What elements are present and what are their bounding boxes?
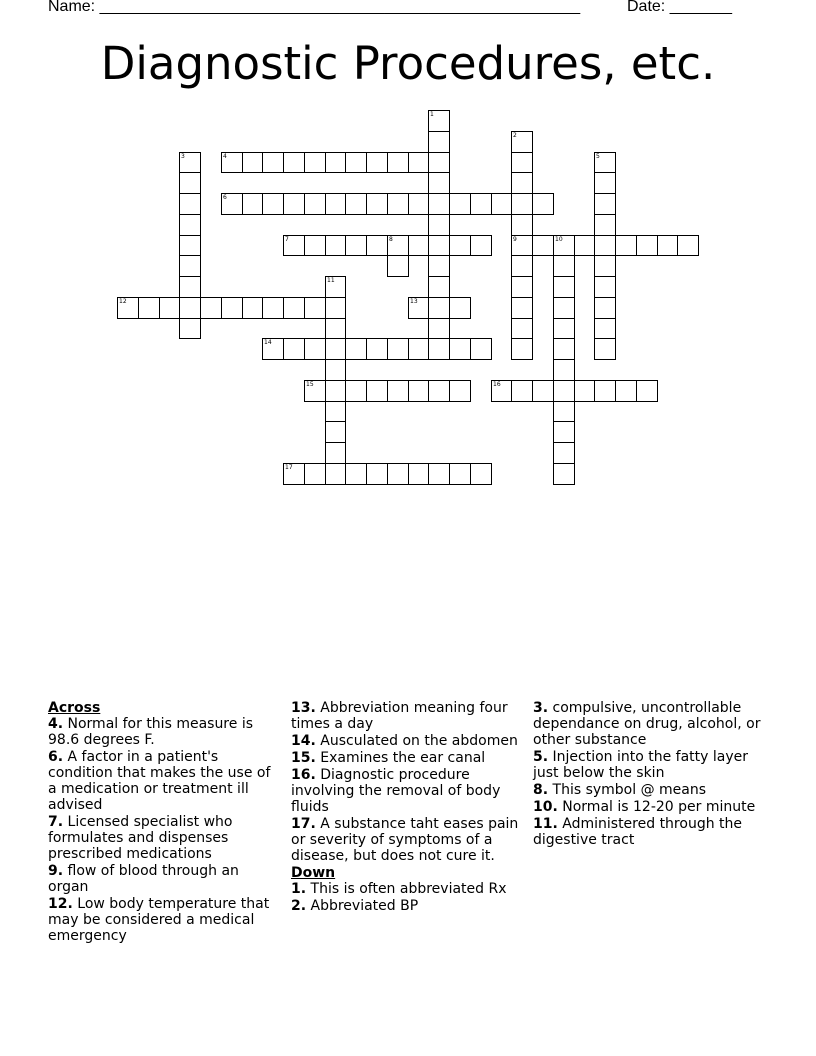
crossword-cell[interactable] (242, 152, 263, 173)
crossword-cell[interactable] (345, 152, 367, 173)
crossword-cell[interactable] (594, 214, 616, 236)
crossword-cell[interactable] (304, 235, 326, 256)
clue-text: Normal is 12-20 per minute (557, 799, 756, 815)
cell-number: 14 (264, 339, 272, 346)
crossword-cell[interactable] (138, 297, 160, 319)
crossword-cell[interactable] (325, 442, 346, 464)
crossword-cell[interactable] (325, 318, 346, 339)
crossword-cell[interactable] (428, 172, 450, 194)
clue-number: 8. (533, 782, 549, 798)
cell-number: 11 (327, 277, 335, 284)
crossword-cell[interactable] (553, 421, 575, 443)
clue-number: 15. (291, 750, 316, 766)
crossword-cell[interactable] (594, 318, 616, 339)
crossword-cell[interactable] (325, 338, 346, 360)
crossword-cell[interactable] (594, 152, 616, 173)
crossword-cell[interactable] (491, 193, 512, 215)
crossword-cell[interactable] (325, 380, 346, 402)
crossword-cell[interactable] (179, 152, 201, 173)
crossword-cell[interactable] (428, 297, 450, 319)
crossword-cell[interactable] (283, 235, 305, 256)
clue-item (533, 799, 765, 815)
crossword-cell[interactable] (449, 235, 471, 256)
crossword-cell[interactable] (553, 338, 575, 360)
crossword-cell[interactable] (283, 463, 305, 485)
crossword-cell[interactable] (200, 297, 222, 319)
crossword-cell[interactable] (470, 235, 492, 256)
cell-number: 5 (596, 153, 600, 160)
crossword-cell[interactable] (511, 193, 533, 215)
crossword-cell[interactable] (366, 338, 388, 360)
crossword-cell[interactable] (345, 193, 367, 215)
clue-item (48, 716, 280, 748)
crossword-cell[interactable] (511, 297, 533, 319)
crossword-cell[interactable] (636, 380, 658, 402)
crossword-cell[interactable] (262, 152, 284, 173)
crossword-cell[interactable] (325, 193, 346, 215)
crossword-cell[interactable] (511, 380, 533, 402)
crossword-cell[interactable] (283, 338, 305, 360)
clue-number: 10. (533, 799, 558, 815)
cell-number: 12 (119, 298, 127, 305)
crossword-cell[interactable] (511, 338, 533, 360)
crossword-cell[interactable] (262, 338, 284, 360)
crossword-cell[interactable] (387, 463, 409, 485)
clue-number: 1. (291, 881, 307, 897)
crossword-cell[interactable] (553, 401, 575, 422)
clue-column-1 (48, 700, 280, 945)
cell-number: 10 (555, 236, 563, 243)
crossword-cell[interactable] (387, 255, 409, 277)
clue-text: A substance taht eases pain or severity of symptoms of a disease, but does not cure it. (291, 816, 519, 864)
crossword-cell[interactable] (408, 338, 429, 360)
crossword-cell[interactable] (179, 276, 201, 298)
crossword-cell[interactable] (179, 235, 201, 256)
page-title: Diagnostic Procedures, etc. (100, 37, 716, 90)
crossword-cell[interactable] (345, 338, 367, 360)
crossword-cell[interactable] (594, 380, 616, 402)
crossword-cell[interactable] (283, 152, 305, 173)
crossword-cell[interactable] (408, 380, 429, 402)
clue-number: 3. (533, 700, 549, 716)
crossword-cell[interactable] (470, 338, 492, 360)
name-field-label: Name: ______________________________________________________ (48, 0, 581, 15)
crossword-cell[interactable] (159, 297, 180, 319)
crossword-cell[interactable] (262, 297, 284, 319)
crossword-cell[interactable] (325, 152, 346, 173)
crossword-cell[interactable] (594, 338, 616, 360)
clue-number: 4. (48, 716, 64, 732)
clue-text: This symbol @ means (548, 782, 707, 798)
crossword-cell[interactable] (553, 463, 575, 485)
crossword-cell[interactable] (511, 235, 533, 256)
crossword-cell[interactable] (366, 235, 388, 256)
clue-item (533, 782, 765, 798)
clue-item (291, 881, 523, 897)
crossword-cell[interactable] (179, 172, 201, 194)
crossword-cell[interactable] (553, 255, 575, 277)
crossword-cell[interactable] (449, 380, 471, 402)
crossword-cell[interactable] (553, 442, 575, 464)
crossword-cell[interactable] (574, 380, 595, 402)
crossword-cell[interactable] (179, 193, 201, 215)
clue-text: Ausculated on the abdomen (315, 733, 518, 749)
crossword-cell[interactable] (677, 235, 699, 256)
crossword-cell[interactable] (408, 235, 429, 256)
crossword-cell[interactable] (179, 318, 201, 339)
clue-item (48, 814, 280, 862)
down-heading: Down (291, 865, 336, 881)
crossword-cell[interactable] (387, 193, 409, 215)
crossword-cell[interactable] (428, 131, 450, 153)
clue-text: A factor in a patient's condition that makes the use of a medication or treatment ill advised (48, 749, 271, 813)
crossword-cell[interactable] (511, 152, 533, 173)
cell-number: 3 (181, 153, 185, 160)
crossword-cell[interactable] (532, 380, 554, 402)
crossword-cell[interactable] (325, 359, 346, 381)
crossword-cell[interactable] (387, 152, 409, 173)
cell-number: 16 (493, 381, 501, 388)
crossword-cell[interactable] (325, 235, 346, 256)
clue-item (291, 767, 523, 815)
cell-number: 7 (285, 236, 289, 243)
crossword-cell[interactable] (428, 235, 450, 256)
clue-number: 11. (533, 816, 558, 832)
crossword-cell[interactable] (325, 463, 346, 485)
crossword-cell[interactable] (594, 193, 616, 215)
crossword-cell[interactable] (594, 255, 616, 277)
crossword-cell[interactable] (449, 338, 471, 360)
crossword-cell[interactable] (449, 193, 471, 215)
crossword-cell[interactable] (304, 380, 326, 402)
clue-text: Low body temperature that may be considered a medical emergency (48, 896, 270, 944)
crossword-cell[interactable] (304, 193, 326, 215)
crossword-cell[interactable] (594, 276, 616, 298)
crossword-cell[interactable] (615, 235, 637, 256)
clue-text: Administered through the digestive tract (533, 816, 742, 848)
crossword-cell[interactable] (366, 193, 388, 215)
crossword-cell[interactable] (428, 110, 450, 132)
clue-number: 6. (48, 749, 64, 765)
cell-number: 1 (430, 111, 434, 118)
clue-text: compulsive, uncontrollable dependance on drug, alcohol, or other substance (533, 700, 761, 748)
crossword-cell[interactable] (657, 235, 678, 256)
crossword-cell[interactable] (262, 193, 284, 215)
crossword-cell[interactable] (408, 463, 429, 485)
clue-text: Abbreviated BP (306, 898, 419, 914)
crossword-cell[interactable] (428, 214, 450, 236)
crossword-cell[interactable] (408, 297, 429, 319)
crossword-cell[interactable] (179, 214, 201, 236)
clue-number: 13. (291, 700, 316, 716)
crossword-cell[interactable] (532, 193, 554, 215)
crossword-cell[interactable] (511, 214, 533, 236)
clue-item (533, 700, 765, 748)
crossword-cell[interactable] (408, 152, 429, 173)
crossword-cell[interactable] (242, 297, 263, 319)
crossword-cell[interactable] (304, 338, 326, 360)
crossword-cell[interactable] (387, 235, 409, 256)
crossword-cell[interactable] (428, 276, 450, 298)
crossword-cell[interactable] (179, 255, 201, 277)
crossword-cell[interactable] (221, 297, 243, 319)
crossword-cell[interactable] (511, 255, 533, 277)
crossword-cell[interactable] (553, 380, 575, 402)
clue-item (48, 896, 280, 944)
crossword-cell[interactable] (366, 152, 388, 173)
crossword-cell[interactable] (366, 380, 388, 402)
crossword-cell[interactable] (366, 463, 388, 485)
cell-number: 9 (513, 236, 517, 243)
date-field-label: Date: _______ (627, 0, 732, 15)
clue-item (291, 733, 523, 749)
crossword-cell[interactable] (428, 463, 450, 485)
crossword-cell[interactable] (615, 380, 637, 402)
cell-number: 6 (223, 194, 227, 201)
clue-item (48, 863, 280, 895)
clue-text: Examines the ear canal (315, 750, 486, 766)
clue-column-3 (533, 700, 765, 849)
clue-item (291, 750, 523, 766)
crossword-cell[interactable] (428, 255, 450, 277)
clue-item (533, 749, 765, 781)
crossword-cell[interactable] (325, 401, 346, 422)
crossword-cell[interactable] (304, 297, 326, 319)
crossword-cell[interactable] (221, 152, 243, 173)
crossword-cell[interactable] (470, 463, 492, 485)
crossword-cell[interactable] (574, 235, 595, 256)
crossword-cell[interactable] (325, 297, 346, 319)
crossword-cell[interactable] (449, 463, 471, 485)
crossword-cell[interactable] (428, 338, 450, 360)
clue-item (533, 816, 765, 848)
crossword-cell[interactable] (179, 297, 201, 319)
cell-number: 13 (410, 298, 418, 305)
crossword-cell[interactable] (511, 276, 533, 298)
crossword-cell[interactable] (304, 152, 326, 173)
clue-text: Licensed specialist who formulates and dispenses prescribed medications (48, 814, 233, 862)
cell-number: 4 (223, 153, 227, 160)
clue-text: flow of blood through an organ (48, 863, 239, 895)
clue-item (48, 749, 280, 813)
crossword-cell[interactable] (428, 193, 450, 215)
crossword-cell[interactable] (283, 297, 305, 319)
crossword-cell[interactable] (511, 172, 533, 194)
crossword-cell[interactable] (428, 318, 450, 339)
clue-column-2 (291, 700, 523, 915)
crossword-cell[interactable] (387, 338, 409, 360)
clue-text: Injection into the fatty layer just below the skin (533, 749, 749, 781)
crossword-cell[interactable] (470, 193, 492, 215)
clue-number: 7. (48, 814, 64, 830)
clue-text: Diagnostic procedure involving the removal of body fluids (291, 767, 501, 815)
clue-item (291, 700, 523, 732)
clue-number: 12. (48, 896, 73, 912)
crossword-cell[interactable] (387, 380, 409, 402)
clue-number: 9. (48, 863, 64, 879)
cell-number: 17 (285, 464, 293, 471)
clue-number: 16. (291, 767, 316, 783)
clue-text: Normal for this measure is 98.6 degrees F. (48, 716, 254, 748)
cell-number: 8 (389, 236, 393, 243)
crossword-cell[interactable] (553, 297, 575, 319)
crossword-cell[interactable] (117, 297, 139, 319)
crossword-cell[interactable] (242, 193, 263, 215)
crossword-cell[interactable] (428, 152, 450, 173)
crossword-cell[interactable] (553, 235, 575, 256)
crossword-cell[interactable] (594, 235, 616, 256)
clue-number: 5. (533, 749, 549, 765)
crossword-cell[interactable] (325, 421, 346, 443)
crossword-cell[interactable] (345, 235, 367, 256)
clue-number: 14. (291, 733, 316, 749)
cell-number: 2 (513, 132, 517, 139)
crossword-cell[interactable] (345, 463, 367, 485)
crossword-cell[interactable] (553, 318, 575, 339)
clue-number: 2. (291, 898, 307, 914)
crossword-cell[interactable] (553, 359, 575, 381)
crossword-cell[interactable] (408, 193, 429, 215)
header-line (48, 0, 748, 18)
across-heading: Across (48, 700, 101, 716)
crossword-cell[interactable] (325, 276, 346, 298)
crossword-cell[interactable] (491, 380, 512, 402)
crossword-cell[interactable] (428, 380, 450, 402)
crossword-cell[interactable] (345, 380, 367, 402)
clue-text: This is often abbreviated Rx (306, 881, 507, 897)
clue-item (291, 816, 523, 864)
crossword-cell[interactable] (511, 318, 533, 339)
crossword-cell[interactable] (221, 193, 243, 215)
crossword-cell[interactable] (304, 463, 326, 485)
crossword-cell[interactable] (283, 193, 305, 215)
crossword-cell[interactable] (449, 297, 471, 319)
crossword-cell[interactable] (594, 172, 616, 194)
crossword-cell[interactable] (511, 131, 533, 153)
clue-number: 17. (291, 816, 316, 832)
clue-text: Abbreviation meaning four times a day (291, 700, 508, 732)
clue-item (291, 898, 523, 914)
cell-number: 15 (306, 381, 314, 388)
crossword-cell[interactable] (553, 276, 575, 298)
crossword-cell[interactable] (532, 235, 554, 256)
crossword-cell[interactable] (594, 297, 616, 319)
crossword-cell[interactable] (636, 235, 658, 256)
